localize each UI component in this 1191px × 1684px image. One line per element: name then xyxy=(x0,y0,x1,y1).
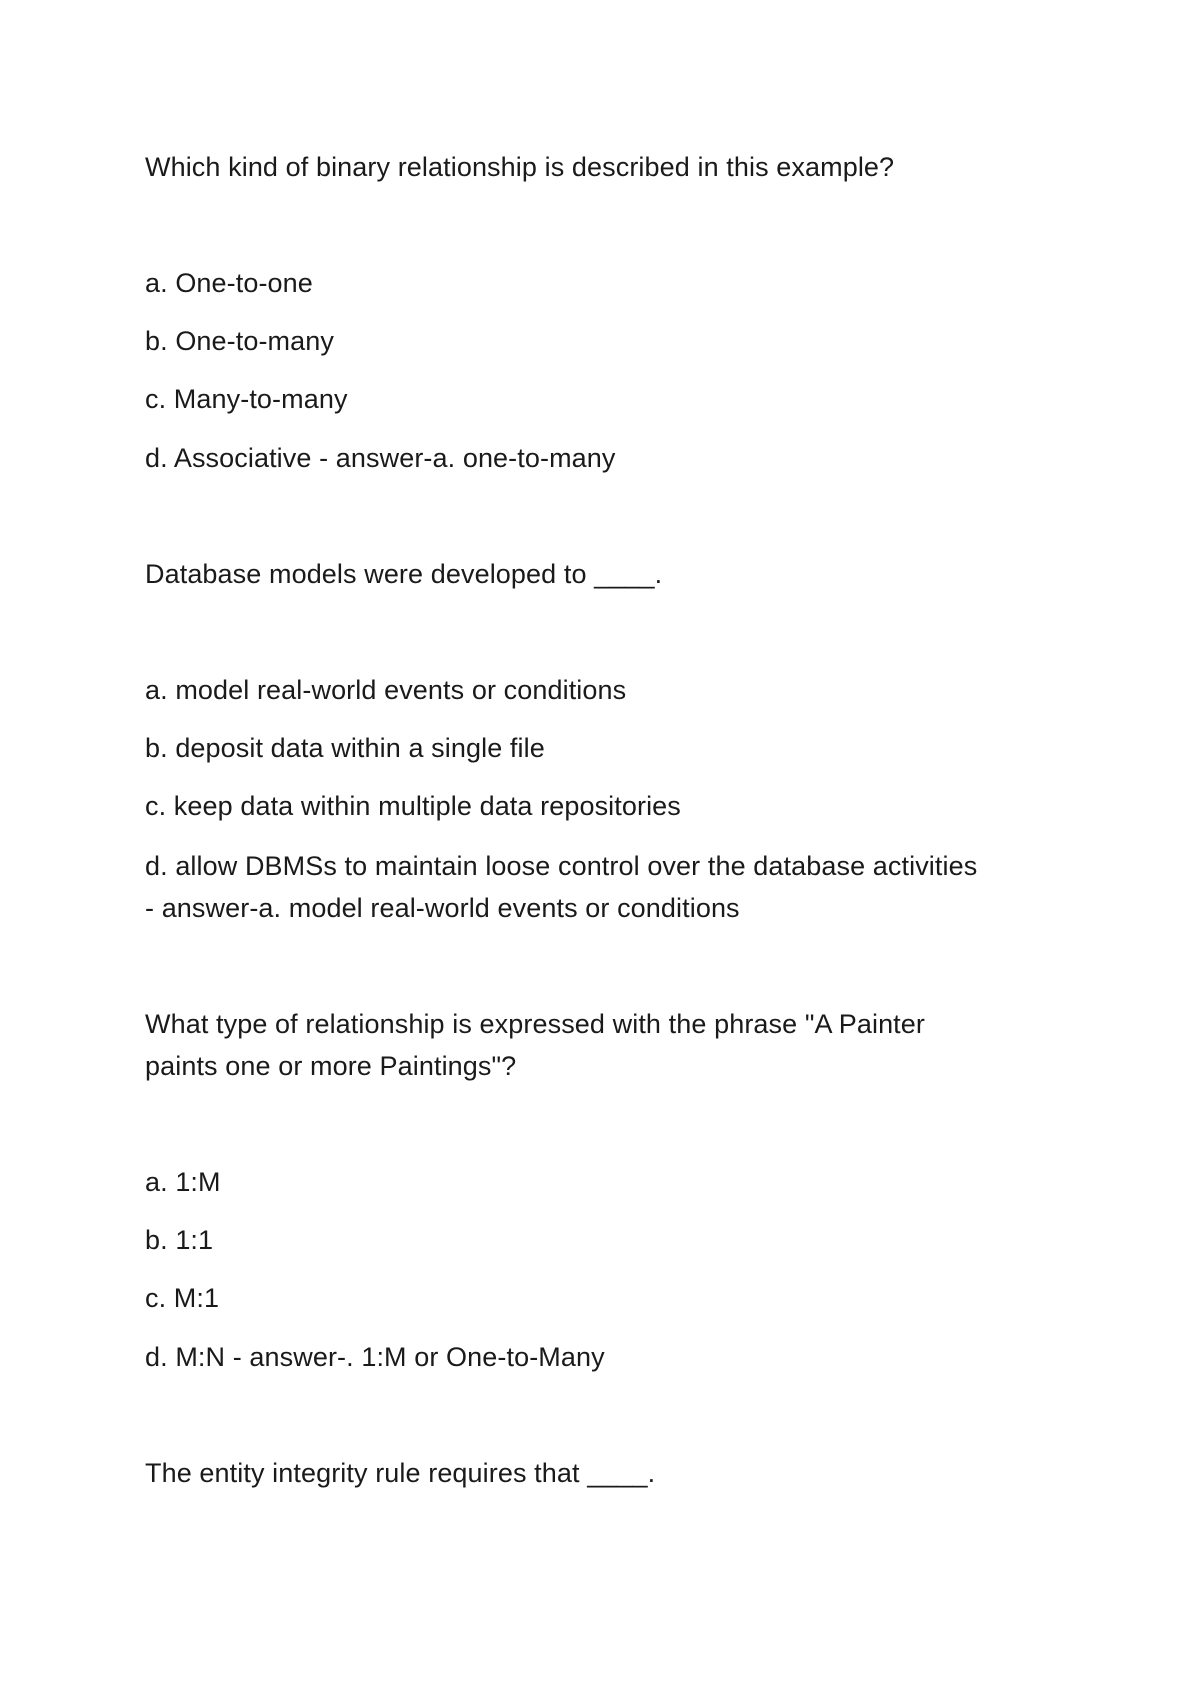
question-2-prompt: Database models were developed to ____. xyxy=(145,559,663,589)
question-2-option-b: b. deposit data within a single file xyxy=(145,733,545,763)
question-3-prompt-line-1: What type of relationship is expressed with the phrase "A Painter xyxy=(145,1009,925,1039)
question-3-prompt-line-2: paints one or more Paintings"? xyxy=(145,1051,517,1081)
question-3-option-c: c. M:1 xyxy=(145,1283,220,1313)
question-2-answer: - answer-a. model real-world events or conditions xyxy=(145,893,740,923)
question-3-option-b: b. 1:1 xyxy=(145,1225,214,1255)
question-1-option-b: b. One-to-many xyxy=(145,326,334,356)
question-1-option-a: a. One-to-one xyxy=(145,268,313,298)
question-3-option-d: d. M:N - answer-. 1:M or One-to-Many xyxy=(145,1342,605,1372)
question-2-option-a: a. model real-world events or conditions xyxy=(145,675,627,705)
question-1-prompt: Which kind of binary relationship is described in this example? xyxy=(145,152,895,182)
question-3-option-a: a. 1:M xyxy=(145,1167,221,1197)
question-1-option-c: c. Many-to-many xyxy=(145,384,348,414)
question-4-prompt: The entity integrity rule requires that ____. xyxy=(145,1458,656,1488)
question-1-option-d: d. Associative - answer-a. one-to-many xyxy=(145,443,616,473)
question-2-option-d: d. allow DBMSs to maintain loose control over the database activities xyxy=(145,851,978,881)
question-2-option-c: c. keep data within multiple data repositories xyxy=(145,791,681,821)
